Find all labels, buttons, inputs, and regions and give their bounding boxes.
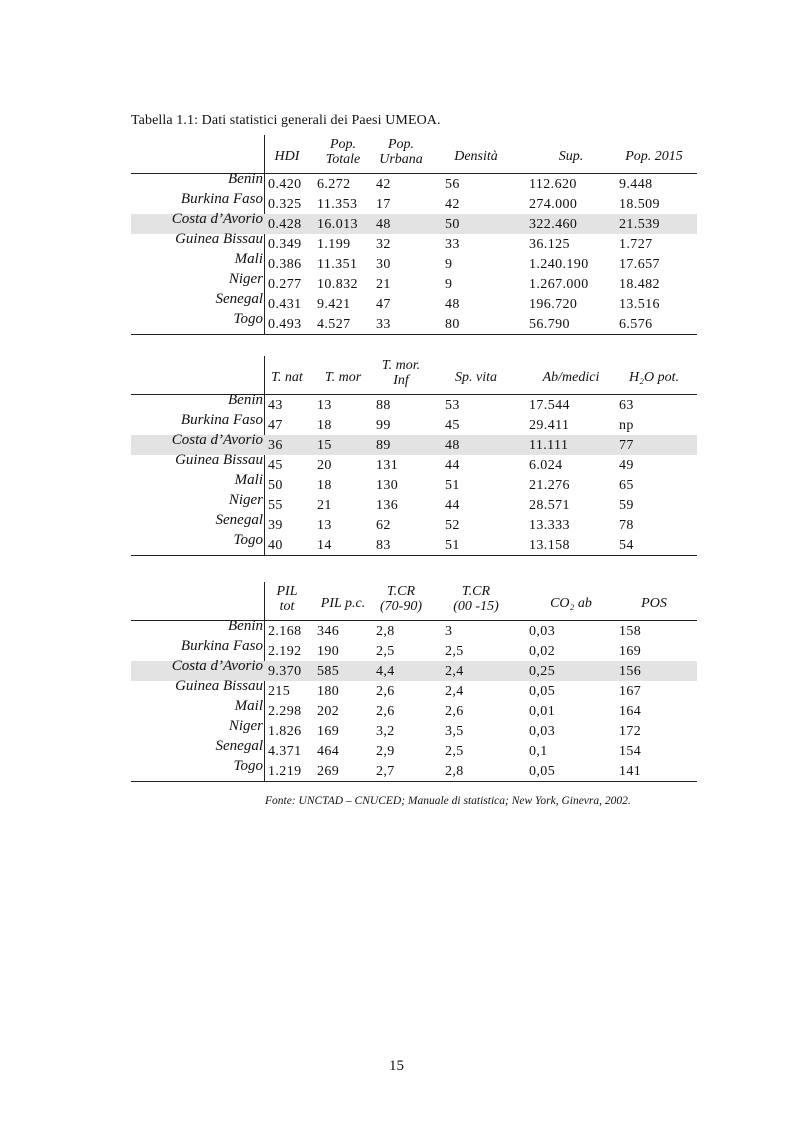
table-cell: 172 [619, 724, 642, 739]
table-cell: 0.428 [268, 217, 302, 232]
table-cell: 45 [445, 418, 460, 433]
table-cell: 88 [376, 398, 391, 413]
table-cell: 4.527 [317, 317, 351, 332]
table-cell: 13.158 [529, 538, 570, 553]
column-header [361, 358, 441, 388]
table-row [131, 698, 697, 721]
table-cell: 0.325 [268, 197, 302, 212]
table-cell: 36.125 [529, 237, 570, 252]
table-cell: 202 [317, 704, 340, 719]
header-rule [131, 620, 697, 621]
table-cell: 33 [445, 237, 460, 252]
row-label: Guinea Bissau [175, 231, 263, 247]
table-cell: 0.349 [268, 237, 302, 252]
column-header-line: Inf [393, 373, 409, 388]
column-header-line: tot [279, 599, 295, 614]
table-cell: 89 [376, 438, 391, 453]
table-cell: 6.024 [529, 458, 563, 473]
table-cell: 36 [268, 438, 283, 453]
table-row [131, 678, 697, 701]
row-label: Guinea Bissau [175, 452, 263, 468]
table-cell: 55 [268, 498, 283, 513]
column-header-line: PIL [276, 584, 298, 599]
table-cell: 53 [445, 398, 460, 413]
row-label: Mail [234, 698, 263, 714]
table-cell: 48 [445, 438, 460, 453]
table-cell: 2,8 [445, 764, 464, 779]
table-row [131, 472, 697, 495]
table-cell: 51 [445, 478, 460, 493]
row-label: Costa d’Avorio [171, 432, 263, 448]
table-cell: 346 [317, 624, 340, 639]
table-cell: 44 [445, 458, 460, 473]
row-label: Burkina Faso [180, 191, 263, 207]
table-cell: 3 [445, 624, 453, 639]
table-cell: 11.351 [317, 257, 358, 272]
bottom-rule [131, 781, 697, 782]
table-cell: 0.386 [268, 257, 302, 272]
column-header-line: Sp. vita [455, 370, 497, 385]
table-cell: 274.000 [529, 197, 578, 212]
table-cell: 6.272 [317, 177, 351, 192]
table-cell: 21 [317, 498, 332, 513]
table-cell: 1.267.000 [529, 277, 589, 292]
table-cell: 48 [445, 297, 460, 312]
column-header-line: Pop. [387, 137, 415, 152]
table-cell: 42 [445, 197, 460, 212]
table-cell: 0.420 [268, 177, 302, 192]
table-cell: 2.192 [268, 644, 302, 659]
table-cell: 136 [376, 498, 399, 513]
table-cell: np [619, 418, 634, 433]
table-cell: 65 [619, 478, 634, 493]
table-cell: 2,5 [445, 644, 464, 659]
table-cell: 17.657 [619, 257, 660, 272]
column-header-line: (70-90) [380, 599, 422, 614]
table-cell: 20 [317, 458, 332, 473]
table-cell: 196.720 [529, 297, 578, 312]
column-header [604, 370, 704, 385]
table-cell: 169 [317, 724, 340, 739]
data-table-1 [131, 132, 697, 337]
column-header-line: T.CR [386, 584, 416, 599]
table-cell: 10.832 [317, 277, 358, 292]
table-cell: 1.240.190 [529, 257, 589, 272]
table-cell: 13.333 [529, 518, 570, 533]
column-header-line: T.CR [461, 584, 491, 599]
table-cell: 28.571 [529, 498, 570, 513]
table-cell: 77 [619, 438, 634, 453]
table-cell: 167 [619, 684, 642, 699]
row-label: Burkina Faso [180, 638, 263, 654]
row-label: Benin [228, 618, 263, 634]
column-header-line: Pop. 2015 [625, 149, 683, 164]
table-cell: 169 [619, 644, 642, 659]
table-cell: 0,1 [529, 744, 548, 759]
source-note: Fonte: UNCTAD – CNUCED; Manuale di statistica; New York, Ginevra, 2002. [265, 795, 631, 807]
column-header-line: Urbana [379, 152, 423, 167]
table-cell: 585 [317, 664, 340, 679]
column-header-line: PIL p.c. [320, 596, 366, 611]
column-header [604, 149, 704, 164]
table-cell: 32 [376, 237, 391, 252]
table-cell: 2,4 [445, 664, 464, 679]
table-cell: 56 [445, 177, 460, 192]
table-cell: 112.620 [529, 177, 577, 192]
column-header [361, 584, 441, 614]
table-cell: 3,5 [445, 724, 464, 739]
column-header-line: CO₂ ab [550, 596, 592, 611]
row-label: Benin [228, 171, 263, 187]
table-cell: 47 [268, 418, 283, 433]
page-number: 15 [389, 1058, 404, 1074]
table-cell: 15 [317, 438, 332, 453]
table-cell: 29.411 [529, 418, 570, 433]
table-cell: 6.576 [619, 317, 653, 332]
table-cell: 141 [619, 764, 642, 779]
row-label: Burkina Faso [180, 412, 263, 428]
column-header-line: Sup. [558, 149, 584, 164]
table-cell: 464 [317, 744, 340, 759]
column-header-line: Ab/medici [542, 370, 600, 385]
column-header-line: H₂O pot. [629, 370, 679, 385]
column-header-line: T. mor [324, 370, 362, 385]
table-cell: 18.482 [619, 277, 660, 292]
table-cell: 11.353 [317, 197, 358, 212]
table-row [131, 532, 697, 555]
table-cell: 45 [268, 458, 283, 473]
header-rule [131, 394, 697, 395]
table-cell: 2,4 [445, 684, 464, 699]
table-cell: 48 [376, 217, 391, 232]
row-label: Senegal [215, 291, 263, 307]
table-cell: 21 [376, 277, 391, 292]
table-cell: 51 [445, 538, 460, 553]
table-cell: 83 [376, 538, 391, 553]
table-cell: 42 [376, 177, 391, 192]
header-rule [131, 173, 697, 174]
table-cell: 322.460 [529, 217, 578, 232]
table-cell: 9.370 [268, 664, 302, 679]
table-cell: 164 [619, 704, 642, 719]
table-cell: 2,5 [376, 644, 395, 659]
table-row [131, 231, 697, 254]
table-cell: 47 [376, 297, 391, 312]
table-cell: 156 [619, 664, 642, 679]
table-cell: 17 [376, 197, 391, 212]
table-row [131, 291, 697, 314]
table-cell: 52 [445, 518, 460, 533]
column-header-line: T. nat [271, 370, 303, 385]
table-cell: 2,6 [376, 704, 395, 719]
table-cell: 269 [317, 764, 340, 779]
table-row [131, 251, 697, 274]
table-cell: 0.431 [268, 297, 302, 312]
table-cell: 0,03 [529, 624, 556, 639]
table-row [131, 452, 697, 475]
data-table-2 [131, 353, 697, 558]
table-cell: 1.219 [268, 764, 302, 779]
table-caption: Tabella 1.1: Dati statistici generali dei Paesi UMEOA. [131, 113, 441, 128]
table-cell: 62 [376, 518, 391, 533]
column-header-line: Pop. [329, 137, 357, 152]
table-cell: 2.298 [268, 704, 302, 719]
table-cell: 9 [445, 257, 453, 272]
table-cell: 13 [317, 398, 332, 413]
table-cell: 9.421 [317, 297, 351, 312]
table-cell: 1.826 [268, 724, 302, 739]
table-row [131, 738, 697, 761]
row-label: Togo [233, 532, 263, 548]
column-header [604, 596, 704, 611]
table-cell: 0,02 [529, 644, 556, 659]
table-cell: 18 [317, 418, 332, 433]
table-cell: 154 [619, 744, 642, 759]
table-cell: 2.168 [268, 624, 302, 639]
table-cell: 49 [619, 458, 634, 473]
table-cell: 215 [268, 684, 291, 699]
table-cell: 63 [619, 398, 634, 413]
data-table-3 [131, 573, 697, 784]
column-header [361, 137, 441, 167]
table-cell: 2,8 [376, 624, 395, 639]
table-cell: 0.277 [268, 277, 302, 292]
table-row [131, 758, 697, 781]
column-header-line: (00 -15) [453, 599, 499, 614]
row-label: Mali [234, 472, 263, 488]
table-cell: 3,2 [376, 724, 395, 739]
table-cell: 4,4 [376, 664, 395, 679]
table-cell: 1.727 [619, 237, 653, 252]
table-cell: 78 [619, 518, 634, 533]
table-cell: 190 [317, 644, 340, 659]
table-cell: 43 [268, 398, 283, 413]
table-cell: 1.199 [317, 237, 351, 252]
row-label: Niger [228, 492, 263, 508]
table-cell: 14 [317, 538, 332, 553]
table-cell: 0,05 [529, 764, 556, 779]
table-cell: 9.448 [619, 177, 653, 192]
table-cell: 30 [376, 257, 391, 272]
column-header-line: Densità [454, 149, 498, 164]
table-cell: 40 [268, 538, 283, 553]
table-cell: 158 [619, 624, 642, 639]
table-cell: 39 [268, 518, 283, 533]
table-cell: 2,6 [445, 704, 464, 719]
table-cell: 2,9 [376, 744, 395, 759]
table-cell: 18 [317, 478, 332, 493]
table-cell: 4.371 [268, 744, 302, 759]
row-label: Benin [228, 392, 263, 408]
table-row [131, 311, 697, 334]
table-cell: 131 [376, 458, 399, 473]
row-label: Niger [228, 718, 263, 734]
column-header-line: HDI [274, 149, 300, 164]
row-label: Costa d’Avorio [171, 211, 263, 227]
table-cell: 0,25 [529, 664, 556, 679]
table-cell: 9 [445, 277, 453, 292]
column-header [436, 149, 516, 164]
table-cell: 80 [445, 317, 460, 332]
column-header-line: Totale [325, 152, 361, 167]
table-cell: 16.013 [317, 217, 358, 232]
table-cell: 44 [445, 498, 460, 513]
column-header [436, 370, 516, 385]
row-label: Costa d’Avorio [171, 658, 263, 674]
table-cell: 21.539 [619, 217, 660, 232]
table-cell: 11.111 [529, 438, 569, 453]
column-header [436, 584, 516, 614]
table-cell: 13.516 [619, 297, 660, 312]
column-header-line: POS [641, 596, 667, 611]
table-cell: 0.493 [268, 317, 302, 332]
column-header-line: T. mor. [381, 358, 421, 373]
row-label: Mali [234, 251, 263, 267]
table-cell: 50 [445, 217, 460, 232]
table-cell: 56.790 [529, 317, 570, 332]
table-cell: 0,01 [529, 704, 556, 719]
row-label: Guinea Bissau [175, 678, 263, 694]
row-label: Togo [233, 758, 263, 774]
table-cell: 2,6 [376, 684, 395, 699]
table-cell: 99 [376, 418, 391, 433]
table-row [131, 512, 697, 535]
bottom-rule [131, 555, 697, 556]
bottom-rule [131, 334, 697, 335]
row-label: Senegal [215, 512, 263, 528]
table-cell: 13 [317, 518, 332, 533]
table-cell: 2,5 [445, 744, 464, 759]
table-cell: 54 [619, 538, 634, 553]
table-cell: 50 [268, 478, 283, 493]
table-cell: 180 [317, 684, 340, 699]
row-label: Senegal [215, 738, 263, 754]
row-label: Niger [228, 271, 263, 287]
row-label: Togo [233, 311, 263, 327]
table-cell: 18.509 [619, 197, 660, 212]
table-cell: 33 [376, 317, 391, 332]
table-cell: 2,7 [376, 764, 395, 779]
table-cell: 0,03 [529, 724, 556, 739]
table-cell: 59 [619, 498, 634, 513]
table-cell: 17.544 [529, 398, 570, 413]
table-cell: 21.276 [529, 478, 570, 493]
table-cell: 130 [376, 478, 399, 493]
table-cell: 0,05 [529, 684, 556, 699]
